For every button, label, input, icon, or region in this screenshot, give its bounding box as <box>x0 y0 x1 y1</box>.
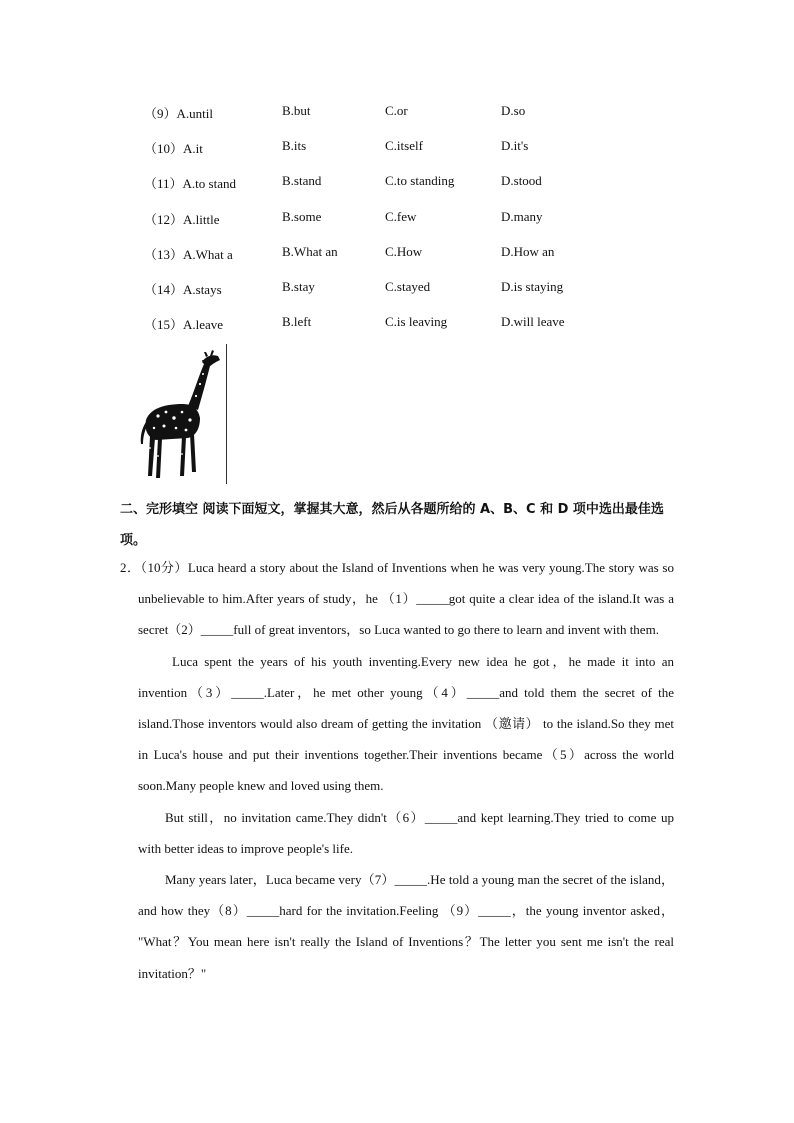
figure-divider <box>226 344 227 484</box>
option-c: C.How <box>385 243 423 259</box>
option-d: D.will leave <box>501 314 565 330</box>
option-a: （14）A.stays <box>144 281 222 297</box>
passage-paragraph-3: But still，no invitation came.They didn't（6）_____and kept learning.They tried to come up with better ideas to improve people's life. <box>138 809 674 856</box>
option-b: B.stand <box>282 173 322 189</box>
option-c: C.few <box>385 208 417 224</box>
option-c: C.or <box>385 103 408 118</box>
option-a: （10）A.it <box>144 141 203 157</box>
option-d: D.is staying <box>501 278 564 294</box>
option-b: B.stay <box>282 278 315 294</box>
option-b: B.its <box>282 138 307 154</box>
option-c: C.stayed <box>385 278 431 294</box>
passage-paragraph-2: Luca spent the years of his youth inventing.Every new idea he got，he made it into an invention（3）_____.Later，he met other young（4）_____and told them the secret of the island.Those inventors would also dream of getting the invitation （邀请） to the island.So they met in Luca's house and put their inventions together.Their inventions became（5）across the world soon.Many people knew and loved using them. <box>138 653 674 794</box>
option-d: D.How an <box>501 243 555 259</box>
option-d: D.many <box>501 208 543 224</box>
option-a: （9）A.until <box>144 106 213 121</box>
option-b: B.left <box>282 314 312 330</box>
option-d: D.stood <box>501 173 542 189</box>
option-b: B.What an <box>282 243 338 259</box>
option-c: C.itself <box>385 138 423 154</box>
giraffe-icon <box>136 344 224 484</box>
option-d: D.it's <box>501 138 529 154</box>
passage-paragraph-1: 2．（10分）Luca heard a story about the Island of Inventions when he was very young.The story was so unbelievable to him.After years of study，he （1）_____got quite a clear idea of the island.It was a secret（2）_____full of great inventors，so Luca wanted to go there to learn and invent with them. <box>120 560 674 638</box>
section-title: 二、完形填空 阅读下面短文，掌握其大意，然后从各题所给的 A、B、C 和 D 项中选出最佳选项。 <box>120 502 664 548</box>
option-a: （11）A.to stand <box>144 176 236 192</box>
cloze-passage <box>120 552 674 989</box>
option-c: C.to standing <box>385 173 455 189</box>
option-b: B.some <box>282 208 322 224</box>
option-c: C.is leaving <box>385 314 448 330</box>
passage-paragraph-4: Many years later，Luca became very（7）_____.He told a young man the secret of the island，and how they（8）_____hard for the invitation.Feeling （9）_____，the young inventor asked， "What？You mean here isn't really the Island of Inventions？The letter you sent me isn't the real invitation？" <box>138 872 674 981</box>
option-b: B.but <box>282 103 311 118</box>
option-a: （15）A.leave <box>144 317 224 333</box>
option-a: （12）A.little <box>144 211 220 227</box>
option-a: （13）A.What a <box>144 246 233 262</box>
giraffe-figure <box>136 344 228 484</box>
option-d: D.so <box>501 103 526 118</box>
